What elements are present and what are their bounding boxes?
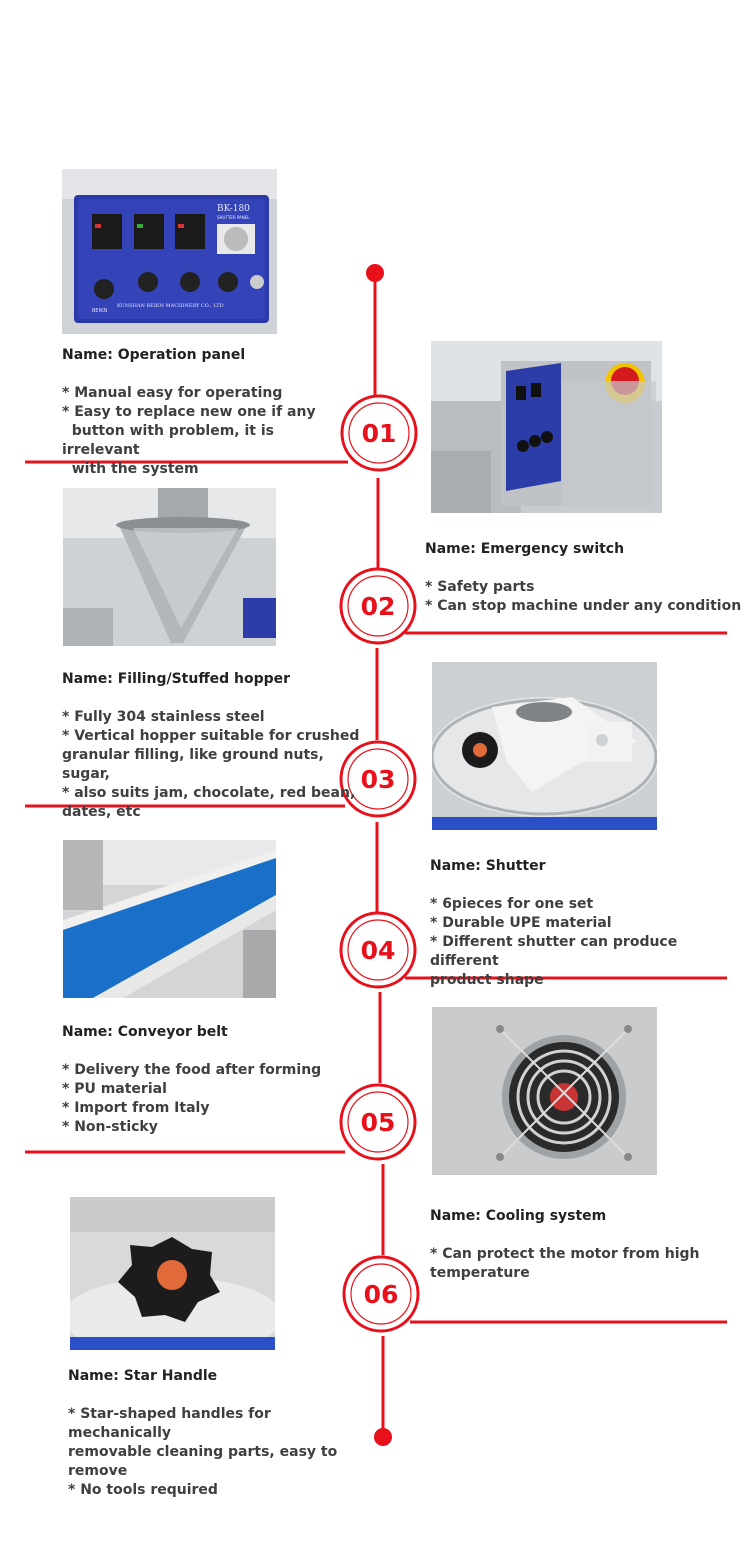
feature-bullet: button with problem, it is irrelevant	[62, 423, 279, 458]
feature-bullet: * Safety parts	[425, 579, 535, 595]
feature-bullet: * Star-shaped handles for mechanically	[68, 1406, 276, 1441]
feature-bullet: remove	[68, 1463, 128, 1479]
conveyor-belt-photo	[63, 840, 276, 998]
feature-title: Name: Emergency switch	[425, 541, 625, 557]
feature-bullet: * Durable UPE material	[430, 915, 612, 931]
feature-bullet: * 6pieces for one set	[430, 896, 594, 912]
feature-title: Name: Filling/Stuffed hopper	[62, 671, 291, 687]
feature-bullet: temperature	[430, 1265, 530, 1281]
step-number-06: 06	[363, 1279, 399, 1309]
feature-bullet: * Different shutter can produce different	[430, 934, 683, 969]
shutter-photo	[432, 662, 657, 830]
feature-emergency-switch	[425, 540, 745, 616]
timeline-end-dot	[374, 1428, 392, 1446]
step-number-04: 04	[360, 935, 396, 965]
feature-bullet: * also suits jam, chocolate, red bean,	[62, 785, 356, 801]
feature-bullet: * Manual easy for operating	[62, 385, 283, 401]
timeline-start-dot	[366, 264, 384, 282]
feature-bullet: dates, etc	[62, 804, 141, 820]
filling-hopper-photo	[63, 488, 276, 646]
feature-filling-hopper	[62, 670, 362, 822]
feature-operation-panel	[62, 346, 352, 479]
feature-star-handle	[68, 1367, 363, 1500]
feature-bullet: * Can protect the motor from high	[430, 1246, 700, 1262]
feature-bullet: * Can stop machine under any condition	[425, 598, 742, 614]
cooling-system-photo	[432, 1007, 657, 1175]
feature-title: Name: Star Handle	[68, 1368, 218, 1384]
star-handle-photo	[70, 1197, 275, 1350]
feature-bullet: * Delivery the food after forming	[62, 1062, 322, 1078]
step-number-03: 03	[360, 764, 396, 794]
step-number-02: 02	[360, 591, 396, 621]
feature-bullet: * Vertical hopper suitable for crushed	[62, 728, 360, 744]
feature-bullet: * PU material	[62, 1081, 167, 1097]
feature-cooling-system	[430, 1207, 730, 1283]
feature-bullet: removable cleaning parts, easy to	[68, 1444, 338, 1460]
step-number-01: 01	[361, 418, 397, 448]
feature-title: Name: Cooling system	[430, 1208, 607, 1224]
feature-bullet: * No tools required	[68, 1482, 218, 1498]
panel-model-text: BK-180	[217, 204, 250, 214]
panel-logo-text: BEIKN	[92, 308, 108, 314]
step-number-05: 05	[360, 1107, 396, 1137]
feature-shutter	[430, 857, 745, 990]
feature-bullet: product shape	[430, 972, 544, 988]
feature-bullet: * Import from Italy	[62, 1100, 210, 1116]
feature-bullet: * Easy to replace new one if any	[62, 404, 316, 420]
panel-subtitle-text: SHUTTER PANEL	[217, 215, 250, 220]
feature-title: Name: Conveyor belt	[62, 1024, 228, 1040]
feature-bullet: with the system	[62, 461, 199, 477]
feature-title: Name: Operation panel	[62, 347, 246, 363]
feature-bullet: granular filling, like ground nuts, sugar,	[62, 747, 329, 782]
emergency-switch-photo	[431, 341, 662, 513]
feature-conveyor-belt	[62, 1023, 352, 1137]
feature-title: Name: Shutter	[430, 858, 546, 874]
feature-bullet: * Fully 304 stainless steel	[62, 709, 265, 725]
panel-company-text: KUNSHAN BEIKN MACHINERY CO., LTD	[117, 303, 224, 309]
feature-bullet: * Non-sticky	[62, 1119, 158, 1135]
operation-panel-photo	[62, 169, 277, 334]
